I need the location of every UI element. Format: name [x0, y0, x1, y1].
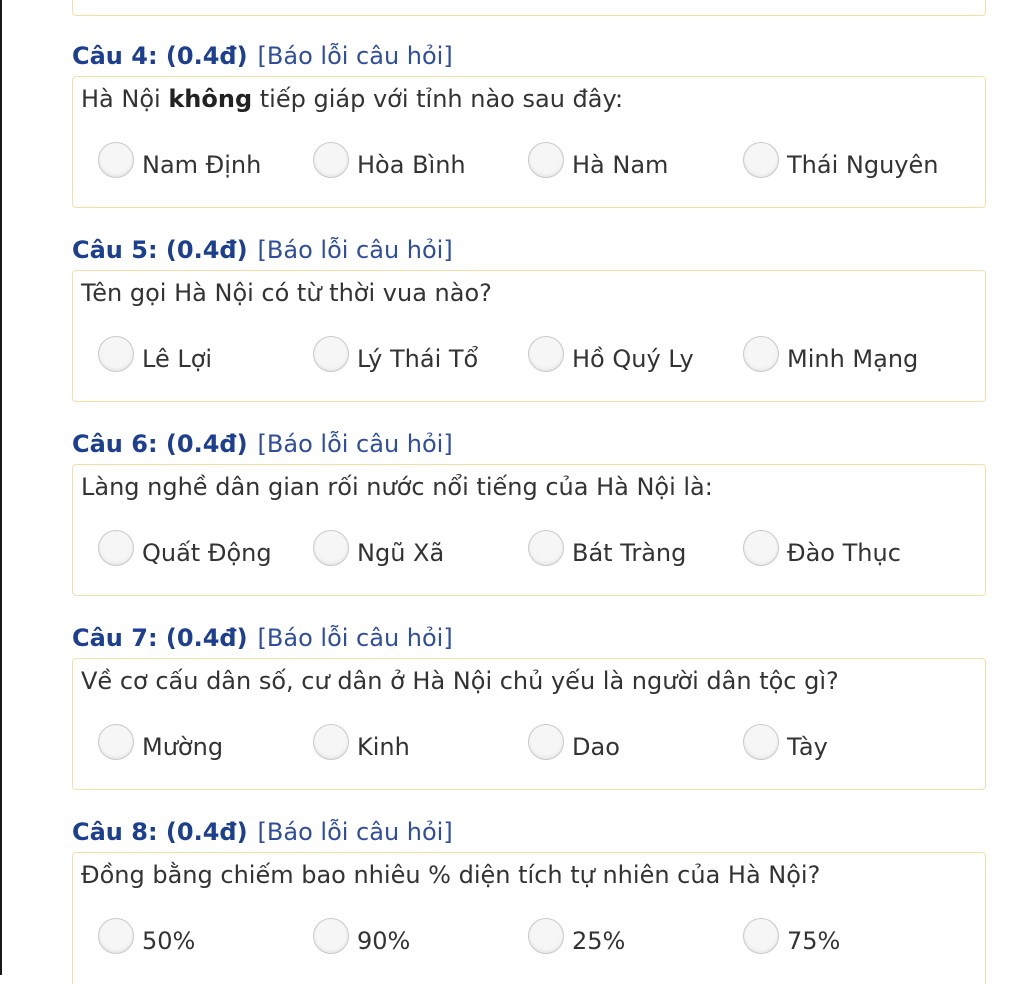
radio-button[interactable]: [743, 530, 779, 566]
answer-option[interactable]: [528, 145, 743, 179]
question-header: [72, 424, 986, 464]
option-label: Thái Nguyên: [787, 151, 939, 179]
answer-option[interactable]: [528, 727, 743, 761]
answer-option[interactable]: [528, 533, 743, 567]
radio-button[interactable]: [313, 530, 349, 566]
question-header: [72, 618, 986, 658]
question-number: Câu 4: (0.4đ): [72, 42, 248, 70]
answer-option[interactable]: [98, 533, 313, 567]
radio-button[interactable]: [313, 336, 349, 372]
answer-options: [98, 921, 958, 955]
radio-button[interactable]: [98, 530, 134, 566]
report-error-link[interactable]: [Báo lỗi câu hỏi]: [257, 42, 453, 70]
answer-option[interactable]: [743, 339, 958, 373]
report-error-link[interactable]: [Báo lỗi câu hỏi]: [257, 624, 453, 652]
answer-option[interactable]: [98, 921, 313, 955]
emphasis-text: không: [168, 85, 253, 113]
question-text: Về cơ cấu dân số, cư dân ở Hà Nội chủ yếu là người dân tộc gì?: [81, 667, 839, 695]
answer-option[interactable]: [313, 145, 528, 179]
question-number: Câu 7: (0.4đ): [72, 624, 248, 652]
question-header: [72, 36, 986, 76]
answer-options: [98, 339, 958, 373]
option-label: 50%: [142, 927, 196, 955]
option-label: Mường: [142, 733, 224, 761]
question-header: [72, 230, 986, 270]
radio-button[interactable]: [98, 724, 134, 760]
option-label: Minh Mạng: [787, 345, 919, 373]
radio-button[interactable]: [98, 918, 134, 954]
option-label: Kinh: [357, 733, 410, 761]
answer-option[interactable]: [743, 533, 958, 567]
radio-button[interactable]: [528, 336, 564, 372]
question-text: Tên gọi Hà Nội có từ thời vua nào?: [81, 279, 492, 307]
answer-option[interactable]: [313, 921, 528, 955]
question-6: [72, 424, 986, 596]
radio-button[interactable]: [98, 336, 134, 372]
answer-option[interactable]: [98, 727, 313, 761]
question-7: [72, 618, 986, 790]
option-label: Nam Định: [142, 151, 262, 179]
question-text: Đồng bằng chiếm bao nhiêu % diện tích tự nhiên của Hà Nội?: [81, 861, 821, 889]
option-label: Đào Thục: [787, 539, 901, 567]
question-number: Câu 6: (0.4đ): [72, 430, 248, 458]
option-label: Hồ Quý Ly: [572, 345, 694, 373]
option-label: Hà Nam: [572, 151, 669, 179]
radio-button[interactable]: [528, 724, 564, 760]
question-box: [72, 464, 986, 596]
question-4: [72, 36, 986, 208]
option-label: Quất Động: [142, 539, 272, 567]
answer-option[interactable]: [528, 921, 743, 955]
radio-button[interactable]: [313, 724, 349, 760]
previous-question-box: [72, 0, 986, 16]
answer-option[interactable]: [313, 533, 528, 567]
answer-option[interactable]: [528, 339, 743, 373]
option-label: Bát Tràng: [572, 539, 687, 567]
radio-button[interactable]: [743, 724, 779, 760]
answer-option[interactable]: [313, 727, 528, 761]
question-8: [72, 812, 986, 984]
radio-button[interactable]: [528, 530, 564, 566]
option-label: 25%: [572, 927, 626, 955]
report-error-link[interactable]: [Báo lỗi câu hỏi]: [257, 430, 453, 458]
answer-option[interactable]: [98, 339, 313, 373]
answer-option[interactable]: [743, 145, 958, 179]
answer-option[interactable]: [313, 339, 528, 373]
answer-options: [98, 727, 958, 761]
question-box: [72, 658, 986, 790]
question-text: Làng nghề dân gian rối nước nổi tiếng của Hà Nội là:: [81, 473, 713, 501]
report-error-link[interactable]: [Báo lỗi câu hỏi]: [257, 818, 453, 846]
question-box: [72, 270, 986, 402]
answer-options: [98, 145, 958, 179]
question-number: Câu 5: (0.4đ): [72, 236, 248, 264]
report-error-link[interactable]: [Báo lỗi câu hỏi]: [257, 236, 453, 264]
option-label: Lý Thái Tổ: [357, 345, 479, 373]
question-5: [72, 230, 986, 402]
option-label: Dao: [572, 733, 620, 761]
question-text: Hà Nội không tiếp giáp với tỉnh nào sau đây:: [81, 85, 624, 113]
answer-option[interactable]: [743, 921, 958, 955]
radio-button[interactable]: [743, 336, 779, 372]
answer-option[interactable]: [98, 145, 313, 179]
question-number: Câu 8: (0.4đ): [72, 818, 248, 846]
question-header: [72, 812, 986, 852]
answer-option[interactable]: [743, 727, 958, 761]
radio-button[interactable]: [743, 918, 779, 954]
question-box: [72, 76, 986, 208]
radio-button[interactable]: [528, 918, 564, 954]
left-border: [0, 0, 2, 975]
radio-button[interactable]: [528, 142, 564, 178]
question-box: [72, 852, 986, 984]
radio-button[interactable]: [98, 142, 134, 178]
option-label: Lê Lợi: [142, 345, 213, 373]
option-label: Tày: [787, 733, 828, 761]
radio-button[interactable]: [743, 142, 779, 178]
option-label: 90%: [357, 927, 411, 955]
option-label: Hòa Bình: [357, 151, 466, 179]
answer-options: [98, 533, 958, 567]
option-label: Ngũ Xã: [357, 539, 445, 567]
option-label: 75%: [787, 927, 841, 955]
radio-button[interactable]: [313, 142, 349, 178]
radio-button[interactable]: [313, 918, 349, 954]
